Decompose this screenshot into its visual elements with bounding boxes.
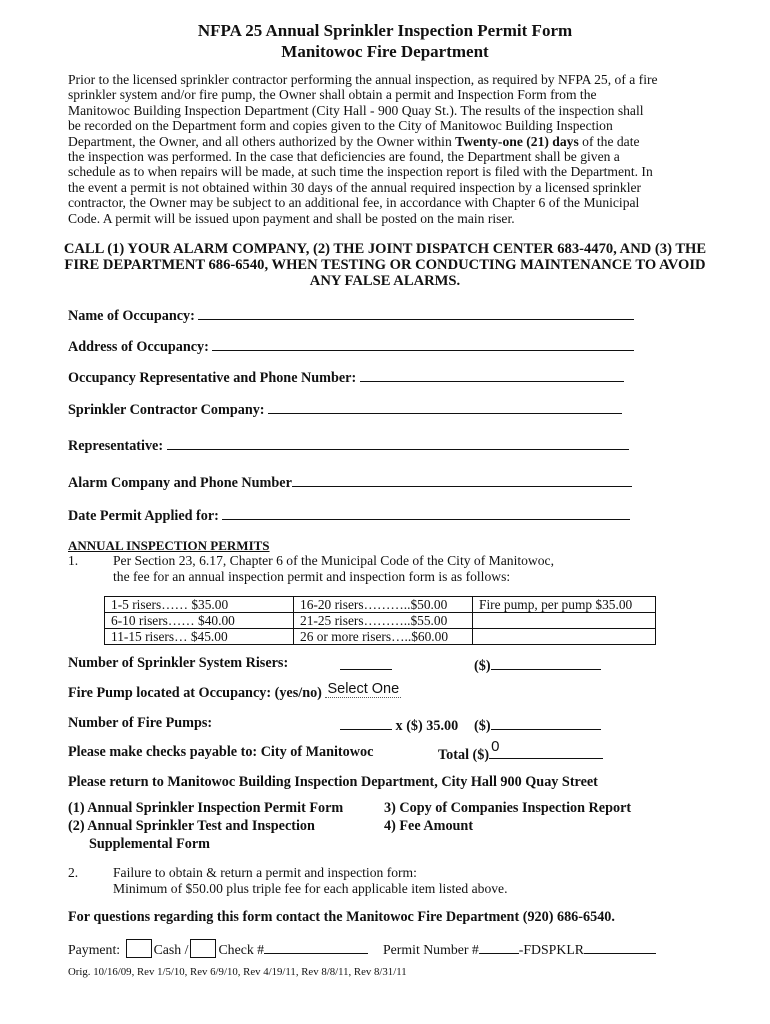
deadline-emphasis: Twenty-one (21) days bbox=[455, 133, 579, 149]
payment-row bbox=[68, 939, 656, 958]
risers-dollar-label: ($) bbox=[474, 658, 491, 674]
occupancy-address-label: Address of Occupancy: bbox=[68, 339, 209, 355]
total-row bbox=[438, 738, 603, 764]
item1-line1: Per Section 23, 6.17, Chapter 6 of the Municipal Code of the City of Manitowoc, bbox=[113, 553, 554, 568]
permit-suffix-input[interactable] bbox=[584, 941, 656, 954]
fee-cell: 16-20 risers………..$50.00 bbox=[294, 597, 473, 613]
occupancy-name-input[interactable] bbox=[198, 305, 634, 320]
fee-cell: Fire pump, per pump $35.00 bbox=[473, 597, 656, 613]
pumps-row bbox=[340, 715, 458, 735]
item2-line1: Failure to obtain & return a permit and inspection form: bbox=[113, 865, 417, 880]
fee-cell: 1-5 risers…… $35.00 bbox=[105, 597, 294, 613]
fee-cell: 26 or more risers…..$60.00 bbox=[294, 629, 473, 645]
fee-cell bbox=[473, 613, 656, 629]
pumps-dollar-label: ($) bbox=[474, 718, 491, 734]
permit-number-label: Permit Number # bbox=[382, 942, 479, 957]
date-applied-label: Date Permit Applied for: bbox=[68, 508, 219, 524]
representative-label: Representative: bbox=[68, 438, 164, 454]
check-checkbox[interactable] bbox=[190, 939, 216, 958]
form-title: NFPA 25 Annual Sprinkler Inspection Permit Form bbox=[197, 21, 573, 40]
form-subtitle: Manitowoc Fire Department bbox=[281, 42, 489, 61]
total-value: 0 bbox=[491, 738, 500, 755]
return-item-3: 3) Copy of Companies Inspection Report bbox=[384, 800, 632, 816]
item1-line2: the fee for an annual inspection permit and inspection form is as follows: bbox=[113, 569, 511, 584]
payment-label: Payment: bbox=[68, 942, 121, 957]
representative-phone-input[interactable] bbox=[360, 367, 624, 382]
fee-row bbox=[105, 629, 656, 645]
fee-cell: 11-15 risers… $45.00 bbox=[105, 629, 294, 645]
risers-amount-input[interactable] bbox=[491, 655, 601, 670]
occupancy-address-row bbox=[68, 336, 634, 356]
return-item-2: (2) Annual Sprinkler Test and Inspection bbox=[68, 818, 315, 834]
return-item-2-continued: Supplemental Form bbox=[89, 836, 210, 852]
fire-pump-row bbox=[68, 681, 401, 702]
pumps-rate-label: x ($) 35.00 bbox=[395, 718, 459, 734]
occupancy-name-row bbox=[68, 305, 634, 325]
pumps-amount-input[interactable] bbox=[491, 715, 601, 730]
fee-row bbox=[105, 597, 656, 613]
occupancy-name-label: Name of Occupancy: bbox=[68, 308, 195, 324]
total-label: Total ($) bbox=[438, 747, 490, 763]
risers-label: Number of Sprinkler System Risers: bbox=[68, 655, 289, 671]
fee-row bbox=[105, 613, 656, 629]
fee-cell bbox=[473, 629, 656, 645]
risers-input[interactable] bbox=[340, 655, 392, 670]
representative-phone-row bbox=[68, 367, 624, 387]
contractor-company-input[interactable] bbox=[268, 399, 622, 414]
representative-input[interactable] bbox=[167, 435, 629, 450]
total-input[interactable] bbox=[489, 738, 603, 759]
cash-label: Cash / bbox=[153, 942, 189, 957]
contractor-company-label: Sprinkler Contractor Company: bbox=[68, 402, 265, 418]
permit-number-input[interactable] bbox=[479, 941, 519, 954]
pumps-input[interactable] bbox=[340, 715, 392, 730]
fire-pump-select[interactable]: Select One bbox=[327, 681, 400, 697]
cash-checkbox[interactable] bbox=[126, 939, 152, 958]
return-heading: Please return to Manitowoc Building Inspection Department, City Hall 900 Quay Street bbox=[68, 774, 598, 790]
alarm-company-input[interactable] bbox=[292, 472, 632, 487]
return-item-4: 4) Fee Amount bbox=[384, 818, 474, 834]
annual-permits-heading: ANNUAL INSPECTION PERMITS bbox=[68, 538, 270, 553]
questions-contact: For questions regarding this form contact the Manitowoc Fire Department (920) 686-6540. bbox=[68, 909, 615, 925]
representative-phone-label: Occupancy Representative and Phone Number: bbox=[68, 370, 357, 386]
representative-row bbox=[68, 435, 629, 455]
risers-amount-row bbox=[474, 655, 601, 675]
risers-row bbox=[340, 655, 392, 675]
intro-paragraph: Prior to the licensed sprinkler contractor performing the annual inspection, as required by NFPA 25, of a fire sprinkler system and/or fire pump, the Owner shall obtain a permit and Inspection Form from the Manitowoc Building Inspection Department (City Hall - 900 Quay St.). The results of the inspection shall be recorded on the Department form and copies given to the City of Manitowoc Building Inspection Department, the Owner, and all others authorized by the Owner within Twenty-one (21) days of the date the inspection was performed. In the case that deficiencies are found, the Department shall be given a schedule as to when repairs will be made, at such time the inspection report is filed with the Department. In the event a permit is not obtained within 30 days of the annual required inspection by a licensed sprinkler contractor, the Owner may be subject to an additional fee, in accordance with Chapter 6 of the Municipal Code. A permit will be issued upon payment and shall be posted on the main riser. bbox=[68, 72, 658, 226]
check-number-input[interactable] bbox=[264, 941, 368, 954]
alarm-company-label: Alarm Company and Phone Number bbox=[68, 475, 292, 491]
occupancy-address-input[interactable] bbox=[212, 336, 634, 351]
item2-number: 2. bbox=[68, 865, 79, 880]
fire-pump-label: Fire Pump located at Occupancy: (yes/no) bbox=[68, 685, 322, 701]
return-item-1: (1) Annual Sprinkler Inspection Permit Form bbox=[68, 800, 344, 816]
revision-history: Orig. 10/16/09, Rev 1/5/10, Rev 6/9/10, Rev 4/19/11, Rev 8/8/11, Rev 8/31/11 bbox=[68, 966, 407, 978]
fee-cell: 21-25 risers………..$55.00 bbox=[294, 613, 473, 629]
date-applied-input[interactable] bbox=[222, 505, 630, 520]
fee-table bbox=[104, 596, 656, 645]
check-label: Check # bbox=[218, 942, 265, 957]
fee-cell: 6-10 risers…… $40.00 bbox=[105, 613, 294, 629]
pumps-label: Number of Fire Pumps: bbox=[68, 715, 213, 731]
checks-payable-label: Please make checks payable to: City of Manitowoc bbox=[68, 744, 374, 760]
alarm-company-row bbox=[68, 472, 632, 492]
contractor-company-row bbox=[68, 399, 622, 419]
item2-line2: Minimum of $50.00 plus triple fee for each applicable item listed above. bbox=[113, 881, 508, 896]
item1-number: 1. bbox=[68, 553, 79, 568]
permit-suffix: -FDSPKLR bbox=[518, 942, 584, 957]
date-applied-row bbox=[68, 505, 630, 525]
false-alarm-notice: CALL (1) YOUR ALARM COMPANY, (2) THE JOINT DISPATCH CENTER 683-4470, AND (3) THE FIRE DEPARTMENT 686-6540, WHEN TESTING OR CONDUCTING MAINTENANCE TO AVOID ANY FALSE ALARMS. bbox=[63, 241, 707, 289]
pumps-amount-row bbox=[474, 715, 601, 735]
